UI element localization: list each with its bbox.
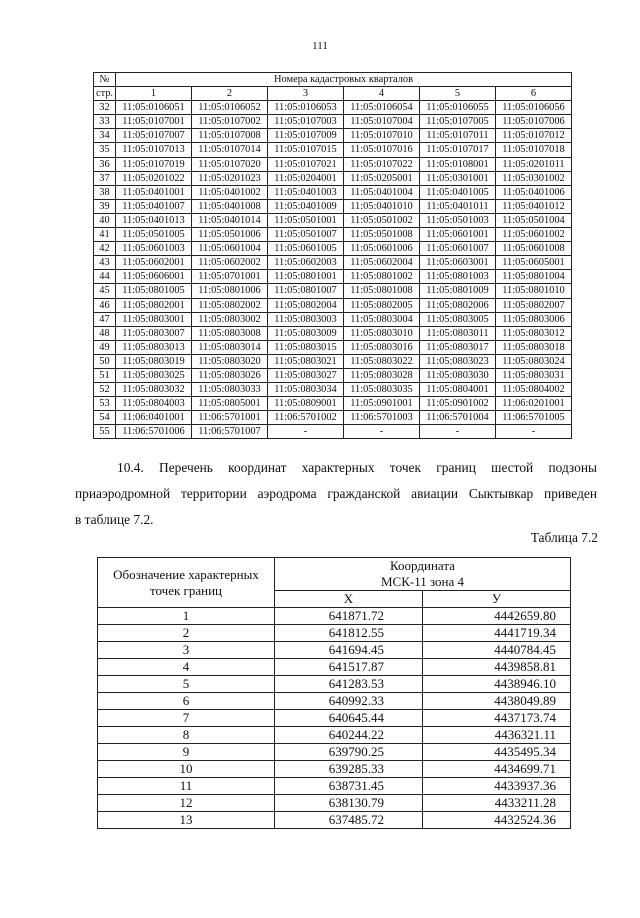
coord-header-row bbox=[98, 558, 571, 591]
column-number-header: 3 bbox=[268, 87, 344, 101]
cadastral-number-cell: 11:05:0803015 bbox=[268, 340, 344, 354]
row-number-cell: 34 bbox=[94, 129, 116, 143]
row-number-cell: 37 bbox=[94, 171, 116, 185]
cadastral-number-cell: 11:05:0107005 bbox=[420, 115, 496, 129]
cadastral-number-cell: 11:05:0901002 bbox=[420, 397, 496, 411]
paragraph-line: приаэродромной территории аэродрома гражданской авиации Сыктывкар приведен bbox=[75, 486, 597, 501]
cadastral-number-cell: - bbox=[420, 425, 496, 439]
table-row bbox=[94, 129, 572, 143]
cadastral-number-cell: 11:05:0107003 bbox=[268, 115, 344, 129]
cadastral-number-cell: 11:05:0401014 bbox=[192, 213, 268, 227]
cadastral-number-cell: 11:05:0601003 bbox=[116, 242, 192, 256]
cadastral-number-cell: 11:05:0803035 bbox=[344, 383, 420, 397]
cadastral-number-cell: 11:05:0401008 bbox=[192, 199, 268, 213]
cadastral-number-cell: - bbox=[344, 425, 420, 439]
point-designation-header: Обозначение характерных точек границ bbox=[98, 558, 275, 608]
cadastral-number-cell: 11:05:0601006 bbox=[344, 242, 420, 256]
cadastral-number-cell: 11:05:0107001 bbox=[116, 115, 192, 129]
x-coordinate-cell: 639790.25 bbox=[275, 744, 423, 761]
cadastral-number-cell: 11:05:0803026 bbox=[192, 368, 268, 382]
cadastral-number-cell: 11:05:0107012 bbox=[496, 129, 572, 143]
y-coordinate-cell: 4433211.28 bbox=[423, 795, 571, 812]
y-coordinate-cell: 4432524.36 bbox=[423, 812, 571, 829]
cadastral-number-cell: 11:06:0201001 bbox=[496, 397, 572, 411]
cadastral-number-cell: 11:05:0501005 bbox=[116, 228, 192, 242]
column-number-header: 1 bbox=[116, 87, 192, 101]
table-row bbox=[98, 676, 571, 693]
table-row bbox=[94, 383, 572, 397]
cadastral-number-cell: 11:05:0809001 bbox=[268, 397, 344, 411]
cadastral-number-cell: 11:05:0107004 bbox=[344, 115, 420, 129]
paragraph-line: в таблице 7.2. bbox=[75, 512, 154, 527]
cadastral-number-cell: 11:05:0804001 bbox=[420, 383, 496, 397]
cadastral-number-cell: 11:06:5701001 bbox=[192, 411, 268, 425]
cadastral-number-cell: 11:05:0601002 bbox=[496, 228, 572, 242]
row-number-cell: 38 bbox=[94, 185, 116, 199]
x-coordinate-cell: 638130.79 bbox=[275, 795, 423, 812]
cadastral-number-cell: 11:05:0501008 bbox=[344, 228, 420, 242]
cadastral-number-cell: 11:05:0201022 bbox=[116, 171, 192, 185]
table-row bbox=[94, 397, 572, 411]
cadastral-number-cell: 11:05:0802004 bbox=[268, 298, 344, 312]
cadastral-number-cell: 11:05:0107020 bbox=[192, 157, 268, 171]
y-coordinate-cell: 4433937.36 bbox=[423, 778, 571, 795]
cadastral-number-cell: 11:05:0401002 bbox=[192, 185, 268, 199]
row-number-cell: 41 bbox=[94, 228, 116, 242]
table-row bbox=[98, 608, 571, 625]
cadastral-number-cell: 11:05:0803003 bbox=[268, 312, 344, 326]
cadastral-number-cell: 11:05:0803006 bbox=[496, 312, 572, 326]
cadastral-number-cell: 11:05:0107014 bbox=[192, 143, 268, 157]
cadastral-number-cell: 11:05:0804003 bbox=[116, 397, 192, 411]
point-number-cell: 6 bbox=[98, 693, 275, 710]
table-row bbox=[94, 298, 572, 312]
table-row bbox=[94, 411, 572, 425]
cadastral-number-cell: 11:05:0401005 bbox=[420, 185, 496, 199]
x-coordinate-cell: 640992.33 bbox=[275, 693, 423, 710]
table-row bbox=[98, 744, 571, 761]
table-caption: Таблица 7.2 bbox=[530, 530, 598, 545]
cadastral-number-cell: 11:05:0107011 bbox=[420, 129, 496, 143]
cadastral-number-cell: 11:05:0803008 bbox=[192, 326, 268, 340]
cadastral-number-cell: 11:05:0804002 bbox=[496, 383, 572, 397]
table-row bbox=[94, 326, 572, 340]
cadastral-number-cell: 11:05:0501001 bbox=[268, 213, 344, 227]
cadastral-number-cell: 11:06:5701004 bbox=[420, 411, 496, 425]
cadastral-number-cell: 11:05:0803016 bbox=[344, 340, 420, 354]
row-number-cell: 54 bbox=[94, 411, 116, 425]
cadastral-number-cell: 11:05:0107006 bbox=[496, 115, 572, 129]
cadastral-number-cell: 11:05:0803030 bbox=[420, 368, 496, 382]
row-number-cell: 36 bbox=[94, 157, 116, 171]
point-number-cell: 9 bbox=[98, 744, 275, 761]
row-number-cell: 55 bbox=[94, 425, 116, 439]
row-number-cell: 49 bbox=[94, 340, 116, 354]
cadastral-number-cell: 11:05:0107007 bbox=[116, 129, 192, 143]
cadastral-number-cell: 11:05:0601004 bbox=[192, 242, 268, 256]
y-header: У bbox=[423, 591, 571, 608]
cadastral-number-cell: 11:05:0803001 bbox=[116, 312, 192, 326]
point-number-cell: 3 bbox=[98, 642, 275, 659]
paragraph-10-4 bbox=[75, 455, 597, 533]
cadastral-number-cell: 11:05:0603001 bbox=[420, 256, 496, 270]
cadastral-quarters-table bbox=[93, 72, 572, 439]
column-number-header: 6 bbox=[496, 87, 572, 101]
cadastral-number-cell: 11:05:0106056 bbox=[496, 101, 572, 115]
cadastral-number-cell: - bbox=[496, 425, 572, 439]
table-row bbox=[94, 425, 572, 439]
coord-table-body bbox=[98, 608, 571, 829]
point-number-cell: 1 bbox=[98, 608, 275, 625]
row-number-cell: 33 bbox=[94, 115, 116, 129]
cadastral-number-cell: 11:05:0301002 bbox=[496, 171, 572, 185]
row-number-cell: 44 bbox=[94, 270, 116, 284]
cadastral-number-cell: 11:05:0803019 bbox=[116, 354, 192, 368]
column-number-header: 5 bbox=[420, 87, 496, 101]
cadastral-number-cell: 11:05:0803017 bbox=[420, 340, 496, 354]
table-row bbox=[94, 340, 572, 354]
cadastral-number-cell: 11:05:0501002 bbox=[344, 213, 420, 227]
cadastral-number-cell: 11:05:0501003 bbox=[420, 213, 496, 227]
table-row bbox=[94, 199, 572, 213]
cadastral-number-cell: 11:05:0801009 bbox=[420, 284, 496, 298]
cadastral-number-cell: 11:05:0107016 bbox=[344, 143, 420, 157]
point-number-cell: 12 bbox=[98, 795, 275, 812]
cadastral-number-cell: 11:05:0205001 bbox=[344, 171, 420, 185]
x-coordinate-cell: 639285.33 bbox=[275, 761, 423, 778]
cadastral-number-cell: 11:05:0901001 bbox=[344, 397, 420, 411]
column-number-header: 4 bbox=[344, 87, 420, 101]
row-number-cell: 53 bbox=[94, 397, 116, 411]
table-row bbox=[94, 242, 572, 256]
x-coordinate-cell: 637485.72 bbox=[275, 812, 423, 829]
cadastral-number-cell: 11:05:0802005 bbox=[344, 298, 420, 312]
column-number-header: 2 bbox=[192, 87, 268, 101]
row-number-subheader: стр. bbox=[94, 87, 116, 101]
cadastral-column-numbers-row bbox=[94, 87, 572, 101]
cadastral-number-cell: 11:05:0803021 bbox=[268, 354, 344, 368]
row-number-cell: 35 bbox=[94, 143, 116, 157]
cadastral-number-cell: 11:05:0601001 bbox=[420, 228, 496, 242]
cadastral-number-cell: 11:05:0803010 bbox=[344, 326, 420, 340]
coordinate-header-title: Координата bbox=[390, 558, 455, 573]
cadastral-number-cell: 11:05:0602003 bbox=[268, 256, 344, 270]
cadastral-number-cell: 11:05:0803027 bbox=[268, 368, 344, 382]
cadastral-number-cell: 11:05:0107017 bbox=[420, 143, 496, 157]
paragraph-line: 10.4. Перечень координат характерных точек границ шестой подзоны bbox=[117, 460, 597, 475]
row-number-cell: 40 bbox=[94, 213, 116, 227]
cadastral-number-cell: 11:05:0106054 bbox=[344, 101, 420, 115]
cadastral-number-cell: 11:05:0803007 bbox=[116, 326, 192, 340]
cadastral-number-cell: 11:05:0801008 bbox=[344, 284, 420, 298]
y-coordinate-cell: 4439858.81 bbox=[423, 659, 571, 676]
cadastral-number-cell: 11:05:0106052 bbox=[192, 101, 268, 115]
row-number-cell: 42 bbox=[94, 242, 116, 256]
y-coordinate-cell: 4440784.45 bbox=[423, 642, 571, 659]
cadastral-number-cell: 11:05:0204001 bbox=[268, 171, 344, 185]
table-row bbox=[94, 157, 572, 171]
cadastral-number-cell: 11:05:0401011 bbox=[420, 199, 496, 213]
row-number-cell: 45 bbox=[94, 284, 116, 298]
cadastral-number-cell: 11:05:0803011 bbox=[420, 326, 496, 340]
table-row bbox=[94, 213, 572, 227]
cadastral-number-cell: 11:05:0803005 bbox=[420, 312, 496, 326]
cadastral-number-cell: 11:05:0107002 bbox=[192, 115, 268, 129]
row-number-cell: 43 bbox=[94, 256, 116, 270]
x-coordinate-cell: 640244.22 bbox=[275, 727, 423, 744]
cadastral-number-cell: 11:05:0803028 bbox=[344, 368, 420, 382]
cadastral-number-cell: 11:05:0401010 bbox=[344, 199, 420, 213]
table-row bbox=[94, 143, 572, 157]
cadastral-number-cell: 11:05:0802006 bbox=[420, 298, 496, 312]
y-coordinate-cell: 4434699.71 bbox=[423, 761, 571, 778]
cadastral-number-cell: 11:06:5701007 bbox=[192, 425, 268, 439]
table-row bbox=[94, 270, 572, 284]
cadastral-number-cell: 11:05:0803013 bbox=[116, 340, 192, 354]
x-coordinate-cell: 641812.55 bbox=[275, 625, 423, 642]
table-row bbox=[98, 795, 571, 812]
table-row bbox=[94, 312, 572, 326]
point-number-cell: 11 bbox=[98, 778, 275, 795]
cadastral-number-cell: 11:05:0803009 bbox=[268, 326, 344, 340]
cadastral-number-cell: 11:05:0602004 bbox=[344, 256, 420, 270]
row-number-cell: 52 bbox=[94, 383, 116, 397]
row-number-cell: 47 bbox=[94, 312, 116, 326]
cadastral-number-cell: 11:05:0803002 bbox=[192, 312, 268, 326]
x-coordinate-cell: 641694.45 bbox=[275, 642, 423, 659]
table-row bbox=[94, 101, 572, 115]
cadastral-number-cell: 11:05:0107008 bbox=[192, 129, 268, 143]
cadastral-number-cell: 11:05:0401009 bbox=[268, 199, 344, 213]
cadastral-number-cell: 11:05:0803032 bbox=[116, 383, 192, 397]
cadastral-number-cell: 11:05:0803031 bbox=[496, 368, 572, 382]
cadastral-number-cell: 11:05:0107009 bbox=[268, 129, 344, 143]
boundary-coordinates-table bbox=[97, 557, 571, 829]
table-row bbox=[98, 642, 571, 659]
cadastral-number-cell: 11:05:0401003 bbox=[268, 185, 344, 199]
cadastral-number-cell: 11:05:0106053 bbox=[268, 101, 344, 115]
table-row bbox=[98, 693, 571, 710]
x-header: Х bbox=[275, 591, 423, 608]
y-coordinate-cell: 4436321.11 bbox=[423, 727, 571, 744]
cadastral-number-cell: 11:05:0401012 bbox=[496, 199, 572, 213]
point-number-cell: 10 bbox=[98, 761, 275, 778]
cadastral-number-cell: 11:05:0501006 bbox=[192, 228, 268, 242]
cadastral-number-cell: 11:05:0107013 bbox=[116, 143, 192, 157]
cadastral-number-cell: 11:05:0601007 bbox=[420, 242, 496, 256]
table-row bbox=[94, 368, 572, 382]
cadastral-title-header: Номера кадастровых кварталов bbox=[116, 73, 572, 87]
cadastral-number-cell: 11:05:0602002 bbox=[192, 256, 268, 270]
cadastral-number-cell: 11:05:0803020 bbox=[192, 354, 268, 368]
table-row bbox=[94, 228, 572, 242]
cadastral-number-cell: 11:05:0107015 bbox=[268, 143, 344, 157]
row-number-cell: 51 bbox=[94, 368, 116, 382]
table-row bbox=[98, 727, 571, 744]
row-number-cell: 39 bbox=[94, 199, 116, 213]
table-row bbox=[94, 284, 572, 298]
cadastral-number-cell: 11:05:0701001 bbox=[192, 270, 268, 284]
y-coordinate-cell: 4435495.34 bbox=[423, 744, 571, 761]
row-number-cell: 48 bbox=[94, 326, 116, 340]
table-row bbox=[94, 354, 572, 368]
table-row bbox=[98, 778, 571, 795]
x-coordinate-cell: 640645.44 bbox=[275, 710, 423, 727]
cadastral-header-row bbox=[94, 73, 572, 87]
x-coordinate-cell: 638731.45 bbox=[275, 778, 423, 795]
cadastral-number-cell: 11:05:0107019 bbox=[116, 157, 192, 171]
point-number-cell: 2 bbox=[98, 625, 275, 642]
cadastral-number-cell: 11:05:0803034 bbox=[268, 383, 344, 397]
point-number-cell: 7 bbox=[98, 710, 275, 727]
table-row bbox=[98, 659, 571, 676]
cadastral-number-cell: 11:05:0803018 bbox=[496, 340, 572, 354]
cadastral-number-cell: 11:05:0107018 bbox=[496, 143, 572, 157]
cadastral-number-cell: 11:06:0401001 bbox=[116, 411, 192, 425]
cadastral-number-cell: 11:05:0803025 bbox=[116, 368, 192, 382]
cadastral-number-cell: 11:05:0606001 bbox=[116, 270, 192, 284]
cadastral-number-cell: 11:05:0802001 bbox=[116, 298, 192, 312]
table-row bbox=[94, 185, 572, 199]
table-row bbox=[94, 115, 572, 129]
row-number-cell: 46 bbox=[94, 298, 116, 312]
cadastral-number-cell: 11:05:0803033 bbox=[192, 383, 268, 397]
y-coordinate-cell: 4438946.10 bbox=[423, 676, 571, 693]
cadastral-number-cell: 11:05:0801007 bbox=[268, 284, 344, 298]
cadastral-number-cell: 11:05:0801002 bbox=[344, 270, 420, 284]
cadastral-number-cell: 11:05:0803012 bbox=[496, 326, 572, 340]
row-number-header: № bbox=[94, 73, 116, 87]
cadastral-number-cell: 11:05:0802002 bbox=[192, 298, 268, 312]
table-row bbox=[98, 761, 571, 778]
cadastral-number-cell: 11:06:5701006 bbox=[116, 425, 192, 439]
cadastral-number-cell: 11:05:0106051 bbox=[116, 101, 192, 115]
x-coordinate-cell: 641871.72 bbox=[275, 608, 423, 625]
cadastral-number-cell: 11:05:0803023 bbox=[420, 354, 496, 368]
table-row bbox=[98, 710, 571, 727]
cadastral-number-cell: 11:05:0401001 bbox=[116, 185, 192, 199]
cadastral-number-cell: 11:05:0501007 bbox=[268, 228, 344, 242]
x-coordinate-cell: 641517.87 bbox=[275, 659, 423, 676]
cadastral-number-cell: 11:05:0108001 bbox=[420, 157, 496, 171]
row-number-cell: 32 bbox=[94, 101, 116, 115]
cadastral-number-cell: 11:05:0801004 bbox=[496, 270, 572, 284]
point-number-cell: 8 bbox=[98, 727, 275, 744]
cadastral-table-body bbox=[94, 101, 572, 439]
cadastral-number-cell: 11:05:0201011 bbox=[496, 157, 572, 171]
cadastral-number-cell: 11:05:0401013 bbox=[116, 213, 192, 227]
cadastral-number-cell: 11:06:5701005 bbox=[496, 411, 572, 425]
x-coordinate-cell: 641283.53 bbox=[275, 676, 423, 693]
page-number: 111 bbox=[312, 40, 328, 52]
cadastral-number-cell: 11:05:0602001 bbox=[116, 256, 192, 270]
cadastral-number-cell: 11:05:0601008 bbox=[496, 242, 572, 256]
coordinate-system-name: МСК-11 зона 4 bbox=[380, 574, 465, 589]
y-coordinate-cell: 4442659.80 bbox=[423, 608, 571, 625]
cadastral-number-cell: 11:05:0803004 bbox=[344, 312, 420, 326]
cadastral-number-cell: 11:05:0803024 bbox=[496, 354, 572, 368]
table-row bbox=[94, 256, 572, 270]
cadastral-number-cell: 11:05:0803014 bbox=[192, 340, 268, 354]
y-coordinate-cell: 4437173.74 bbox=[423, 710, 571, 727]
table-row bbox=[94, 171, 572, 185]
cadastral-number-cell: 11:05:0601005 bbox=[268, 242, 344, 256]
point-number-cell: 4 bbox=[98, 659, 275, 676]
table-row bbox=[98, 625, 571, 642]
cadastral-number-cell: 11:05:0605001 bbox=[496, 256, 572, 270]
cadastral-number-cell: 11:05:0107010 bbox=[344, 129, 420, 143]
cadastral-number-cell: 11:05:0803022 bbox=[344, 354, 420, 368]
point-number-cell: 5 bbox=[98, 676, 275, 693]
cadastral-number-cell: 11:06:5701002 bbox=[268, 411, 344, 425]
cadastral-number-cell: 11:06:5701003 bbox=[344, 411, 420, 425]
cadastral-number-cell: 11:05:0301001 bbox=[420, 171, 496, 185]
cadastral-number-cell: 11:05:0106055 bbox=[420, 101, 496, 115]
y-coordinate-cell: 4441719.34 bbox=[423, 625, 571, 642]
coordinate-system-header bbox=[275, 558, 571, 591]
cadastral-number-cell: 11:05:0107021 bbox=[268, 157, 344, 171]
cadastral-number-cell: 11:05:0801010 bbox=[496, 284, 572, 298]
table-row bbox=[98, 812, 571, 829]
cadastral-number-cell: 11:05:0802007 bbox=[496, 298, 572, 312]
cadastral-number-cell: 11:05:0805001 bbox=[192, 397, 268, 411]
cadastral-number-cell: 11:05:0107022 bbox=[344, 157, 420, 171]
cadastral-number-cell: 11:05:0401006 bbox=[496, 185, 572, 199]
point-number-cell: 13 bbox=[98, 812, 275, 829]
cadastral-number-cell: 11:05:0201023 bbox=[192, 171, 268, 185]
cadastral-number-cell: 11:05:0501004 bbox=[496, 213, 572, 227]
cadastral-number-cell: 11:05:0801005 bbox=[116, 284, 192, 298]
y-coordinate-cell: 4438049.89 bbox=[423, 693, 571, 710]
cadastral-number-cell: 11:05:0401004 bbox=[344, 185, 420, 199]
cadastral-number-cell: 11:05:0801001 bbox=[268, 270, 344, 284]
cadastral-number-cell: 11:05:0401007 bbox=[116, 199, 192, 213]
cadastral-number-cell: 11:05:0801006 bbox=[192, 284, 268, 298]
cadastral-number-cell: 11:05:0801003 bbox=[420, 270, 496, 284]
row-number-cell: 50 bbox=[94, 354, 116, 368]
cadastral-number-cell: - bbox=[268, 425, 344, 439]
